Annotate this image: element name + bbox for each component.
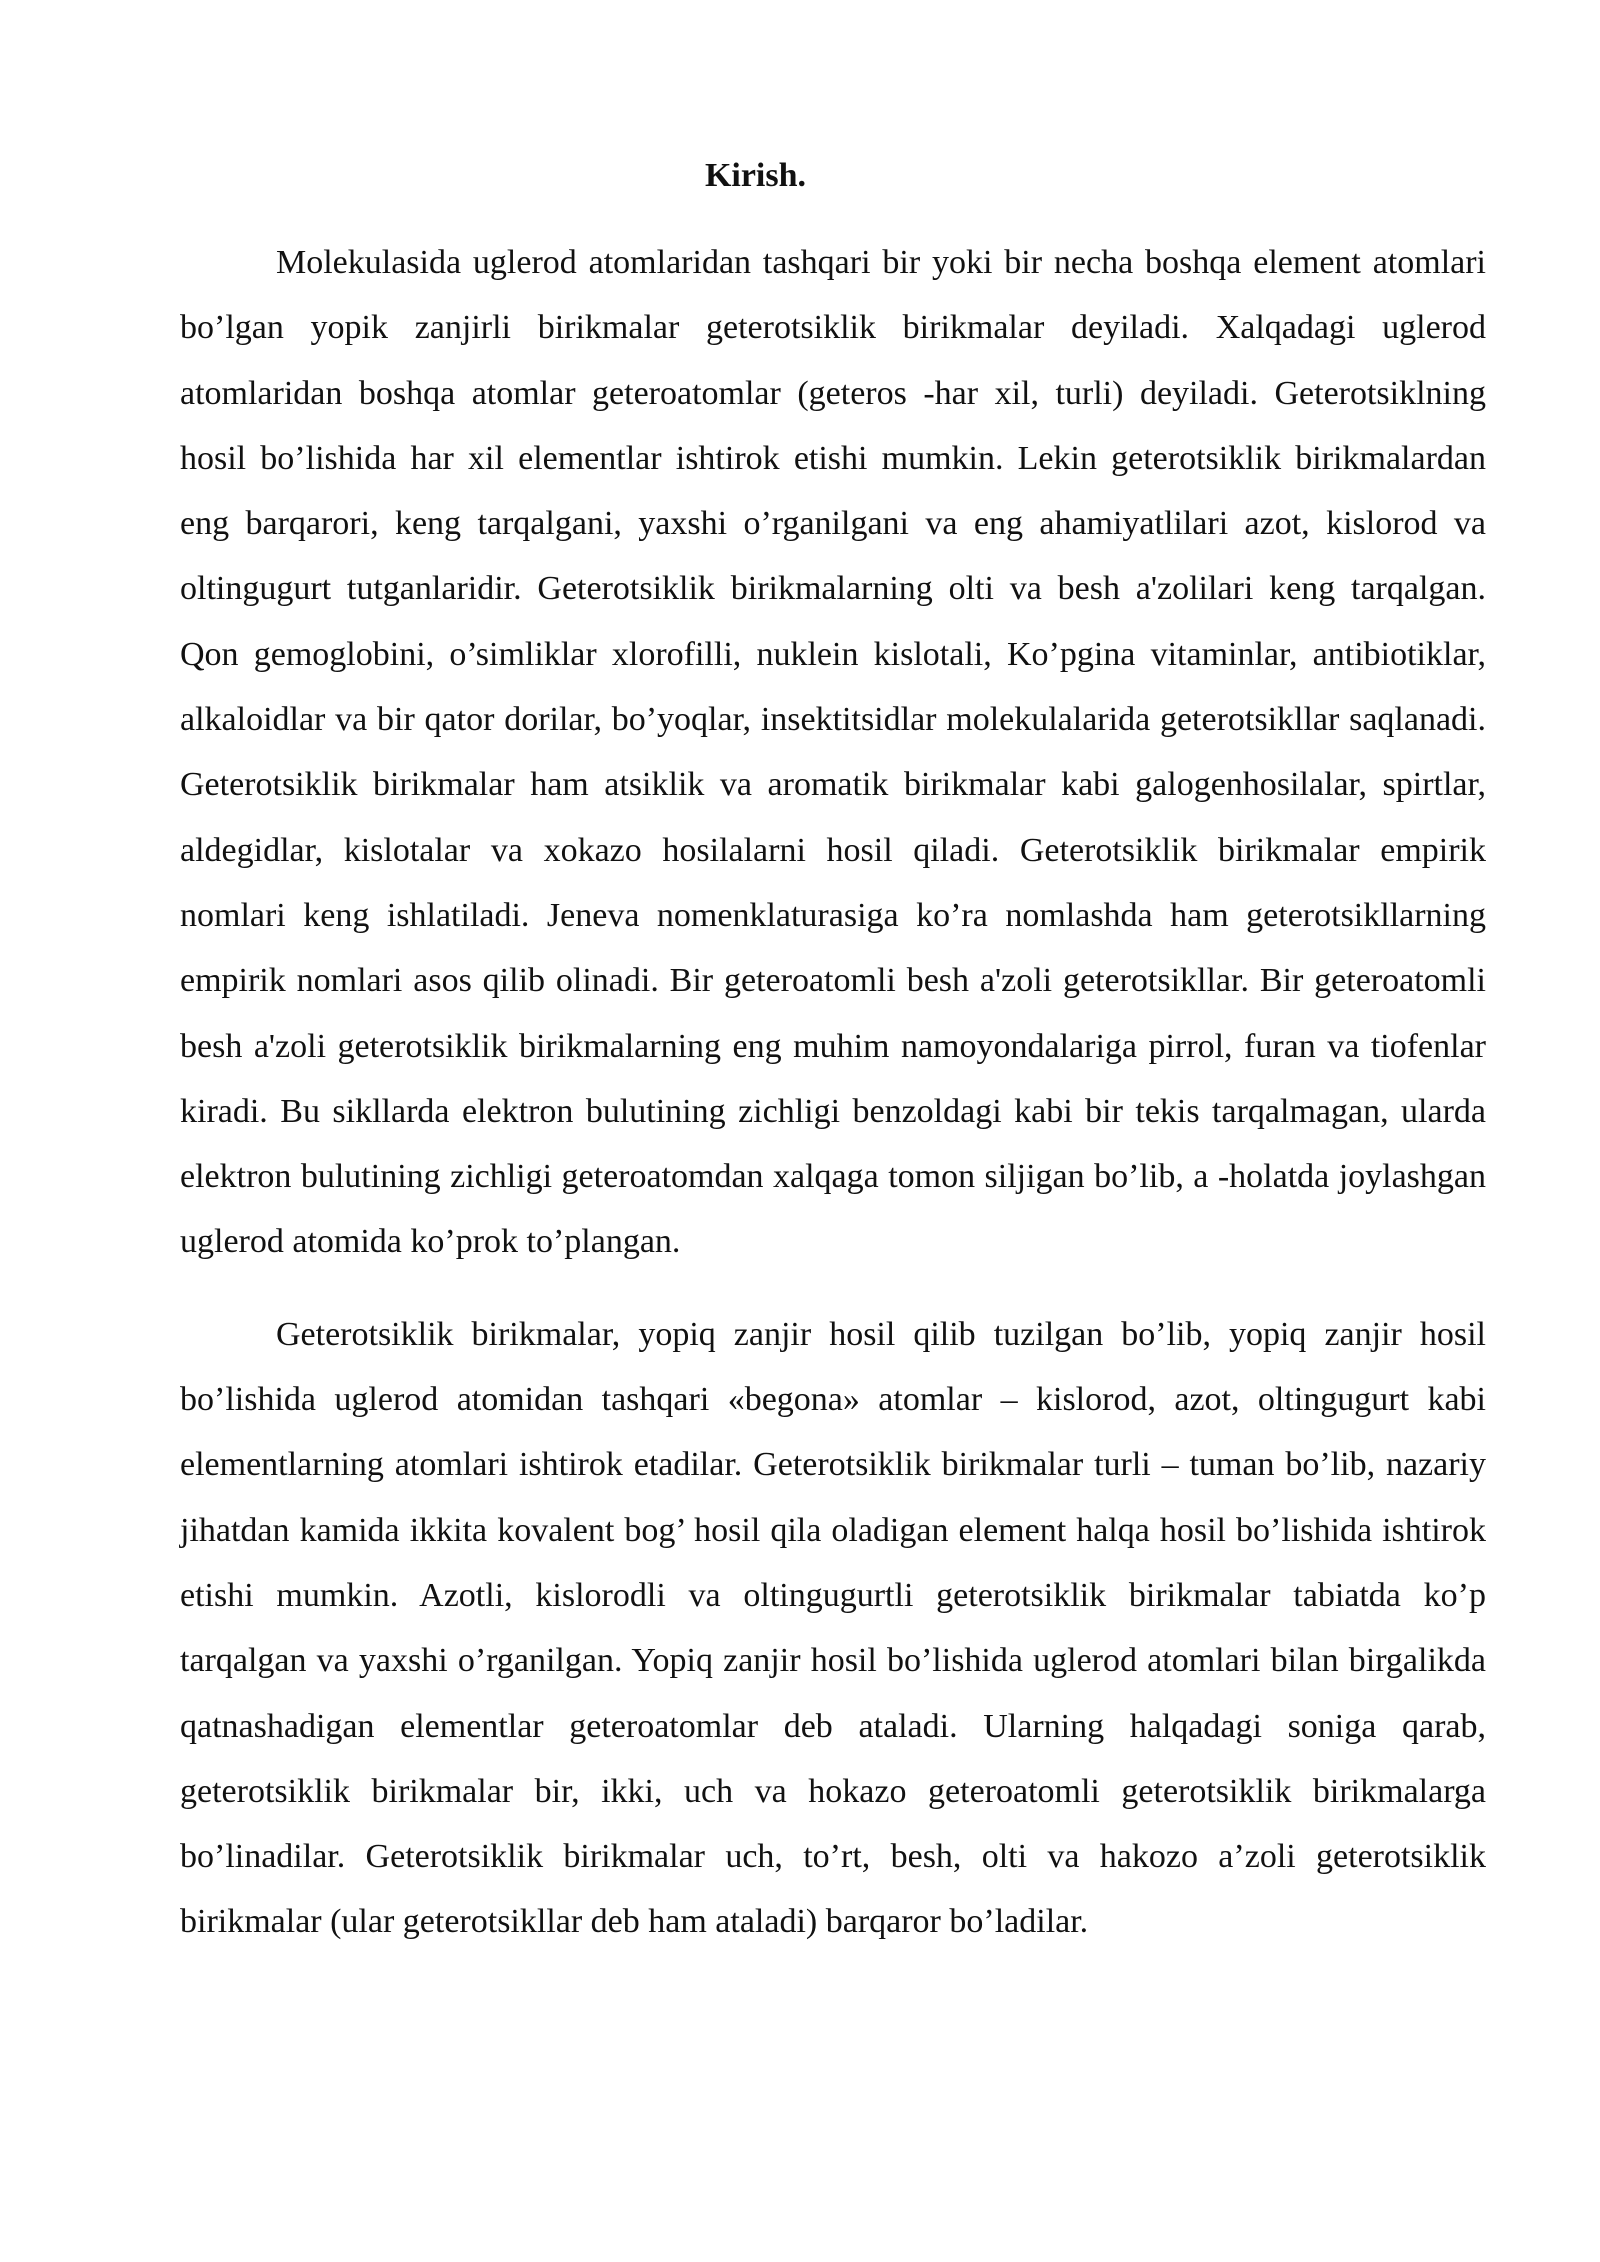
paragraph-2: Geterotsiklik birikmalar, yopiq zanjir hosil qilib tuzilgan bo’lib, yopiq zanjir hosil bo’lishida uglerod atomidan tashqari «begona» atomlar – kislorod, azot, oltingugurt kabi elementlarning atomlari ishtirok etadilar. Geterotsiklik birikmalar turli – tuman bo’lib, nazariy jihatdan kamida ikkita kovalent bog’ hosil qila oladigan element halqa hosil bo’lishida ishtirok etishi mumkin. Azotli, kislorodli va oltingugurtli geterotsiklik birikmalar tabiatda ko’p tarqalgan va yaxshi o’rganilgan. Yopiq zanjir hosil bo’lishida uglerod atomlari bilan birgalikda qatnashadigan elementlar geteroatomlar deb ataladi. Ularning halqadagi soniga qarab, geterotsiklik birikmalar bir, ikki, uch va hokazo geteroatomli geterotsiklik birikmalarga bo’linadilar. Geterotsiklik birikmalar uch, to’rt, besh, olti va hakozo a’zoli geterotsiklik birikmalar (ular geterotsikllar deb ham ataladi) barqaror bo’ladilar. <box>180 1315 1486 1941</box>
paragraph-1: Molekulasida uglerod atomlaridan tashqari bir yoki bir necha boshqa element atomlari bo’lgan yopik zanjirli birikmalar geterotsiklik birikmalar deyiladi. Xalqadagi uglerod atomlaridan boshqa atomlar geteroatomlar (geteros -har xil, turli) deyiladi. Geterotsiklning hosil bo’lishida har xil elementlar ishtirok etishi mumkin. Lekin geterotsiklik birikmalardan eng barqarori, keng tarqalgani, yaxshi o’rganilgani va eng ahamiyatlilari azot, kislorod va oltingugurt tutganlaridir. Geterotsiklik birikmalarning olti va besh a'zolilari keng tarqalgan. Qon gemoglobini, o’simliklar xlorofilli, nuklein kislotali, Ko’pgina vitaminlar, antibiotiklar, alkaloidlar va bir qator dorilar, bo’yoqlar, insektitsidlar molekulalarida geterotsikllar saqlanadi. Geterotsiklik birikmalar ham atsiklik va aromatik birikmalar kabi galogenhosilalar, spirtlar, aldegidlar, kislotalar va xokazo hosilalarni hosil qiladi. Geterotsiklik birikmalar empirik nomlari keng ishlatiladi. Jeneva nomenklaturasiga ko’ra nomlashda ham geterotsikllarning empirik nomlari asos qilib olinadi. Bir geteroatomli besh a'zoli geterotsikllar. Bir geteroatomli besh a'zoli geterotsiklik birikmalarning eng muhim namoyondalariga pirrol, furan va tiofenlar kiradi. Bu sikllarda elektron bulutining zichligi benzoldagi kabi bir tekis tarqalmagan, ularda elektron bulutining zichligi geteroatomdan xalqaga tomon siljigan bo’lib, a -holatda joylashgan uglerod atomida ko’prok to’plangan. <box>180 244 1486 1261</box>
document-body <box>180 148 1486 1955</box>
page-title: Kirish. <box>704 157 807 194</box>
